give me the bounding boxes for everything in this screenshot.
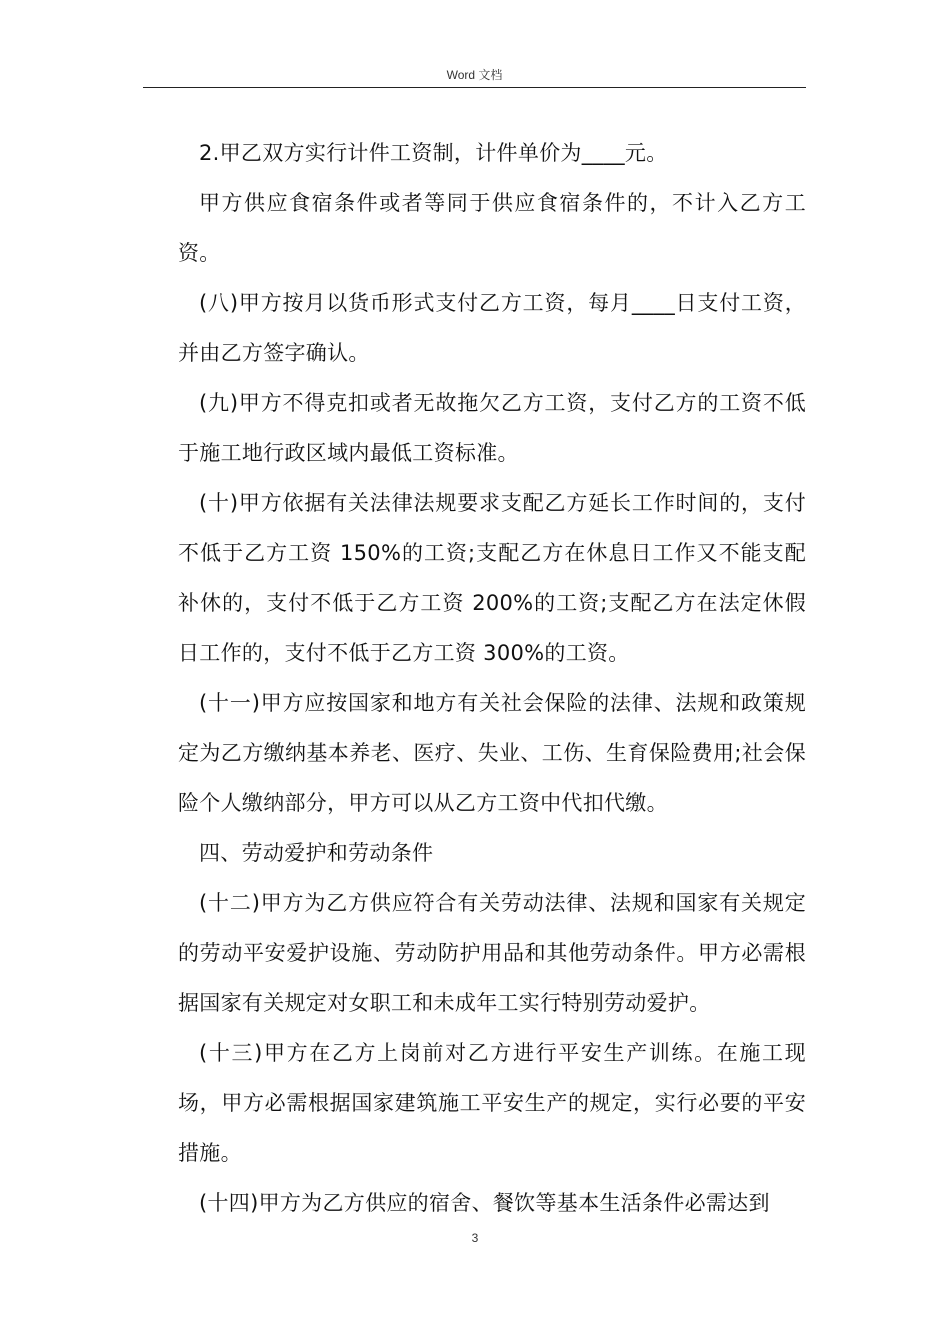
paragraph-clause-13: (十三)甲方在乙方上岗前对乙方进行平安生产训练。在施工现场，甲方必需根据国家建筑施工平安生产的规定，实行必要的平安措施。 [178,1041,806,1165]
page-number: 3 [471,1231,479,1245]
paragraph-clause-8: (八)甲方按月以货币形式支付乙方工资，每月____日支付工资，并由乙方签字确认。 [178,291,806,365]
page-header: Word 文档 [446,68,503,82]
paragraph-clause-12: (十二)甲方为乙方供应符合有关劳动法律、法规和国家有关规定的劳动平安爱护设施、劳动防护用品和其他劳动条件。甲方必需根据国家有关规定对女职工和未成年工实行特别劳动爱护。 [178,891,806,1015]
document-body [178,128,806,1228]
paragraph-clause-10: (十)甲方依据有关法律法规要求支配乙方延长工作时间的，支付不低于乙方工资 150%的工资;支配乙方在休息日工作又不能支配补休的，支付不低于乙方工资 200%的工资;支配乙方在法定休假日工作的，支付不低于乙方工资 300%的工资。 [178,491,806,665]
header-divider [143,87,806,88]
paragraph-clause-11: (十一)甲方应按国家和地方有关社会保险的法律、法规和政策规定为乙方缴纳基本养老、医疗、失业、工伤、生育保险费用;社会保险个人缴纳部分，甲方可以从乙方工资中代扣代缴。 [178,691,806,815]
section-heading-4: 四、劳动爱护和劳动条件 [199,841,434,865]
paragraph-board-lodging: 甲方供应食宿条件或者等同于供应食宿条件的，不计入乙方工资。 [178,191,806,265]
paragraph-piece-rate: 2.甲乙双方实行计件工资制，计件单价为____元。 [199,141,668,165]
paragraph-clause-9: (九)甲方不得克扣或者无故拖欠乙方工资，支付乙方的工资不低于施工地行政区域内最低工资标准。 [178,391,806,465]
paragraph-clause-14: (十四)甲方为乙方供应的宿舍、餐饮等基本生活条件必需达到 [199,1191,770,1215]
